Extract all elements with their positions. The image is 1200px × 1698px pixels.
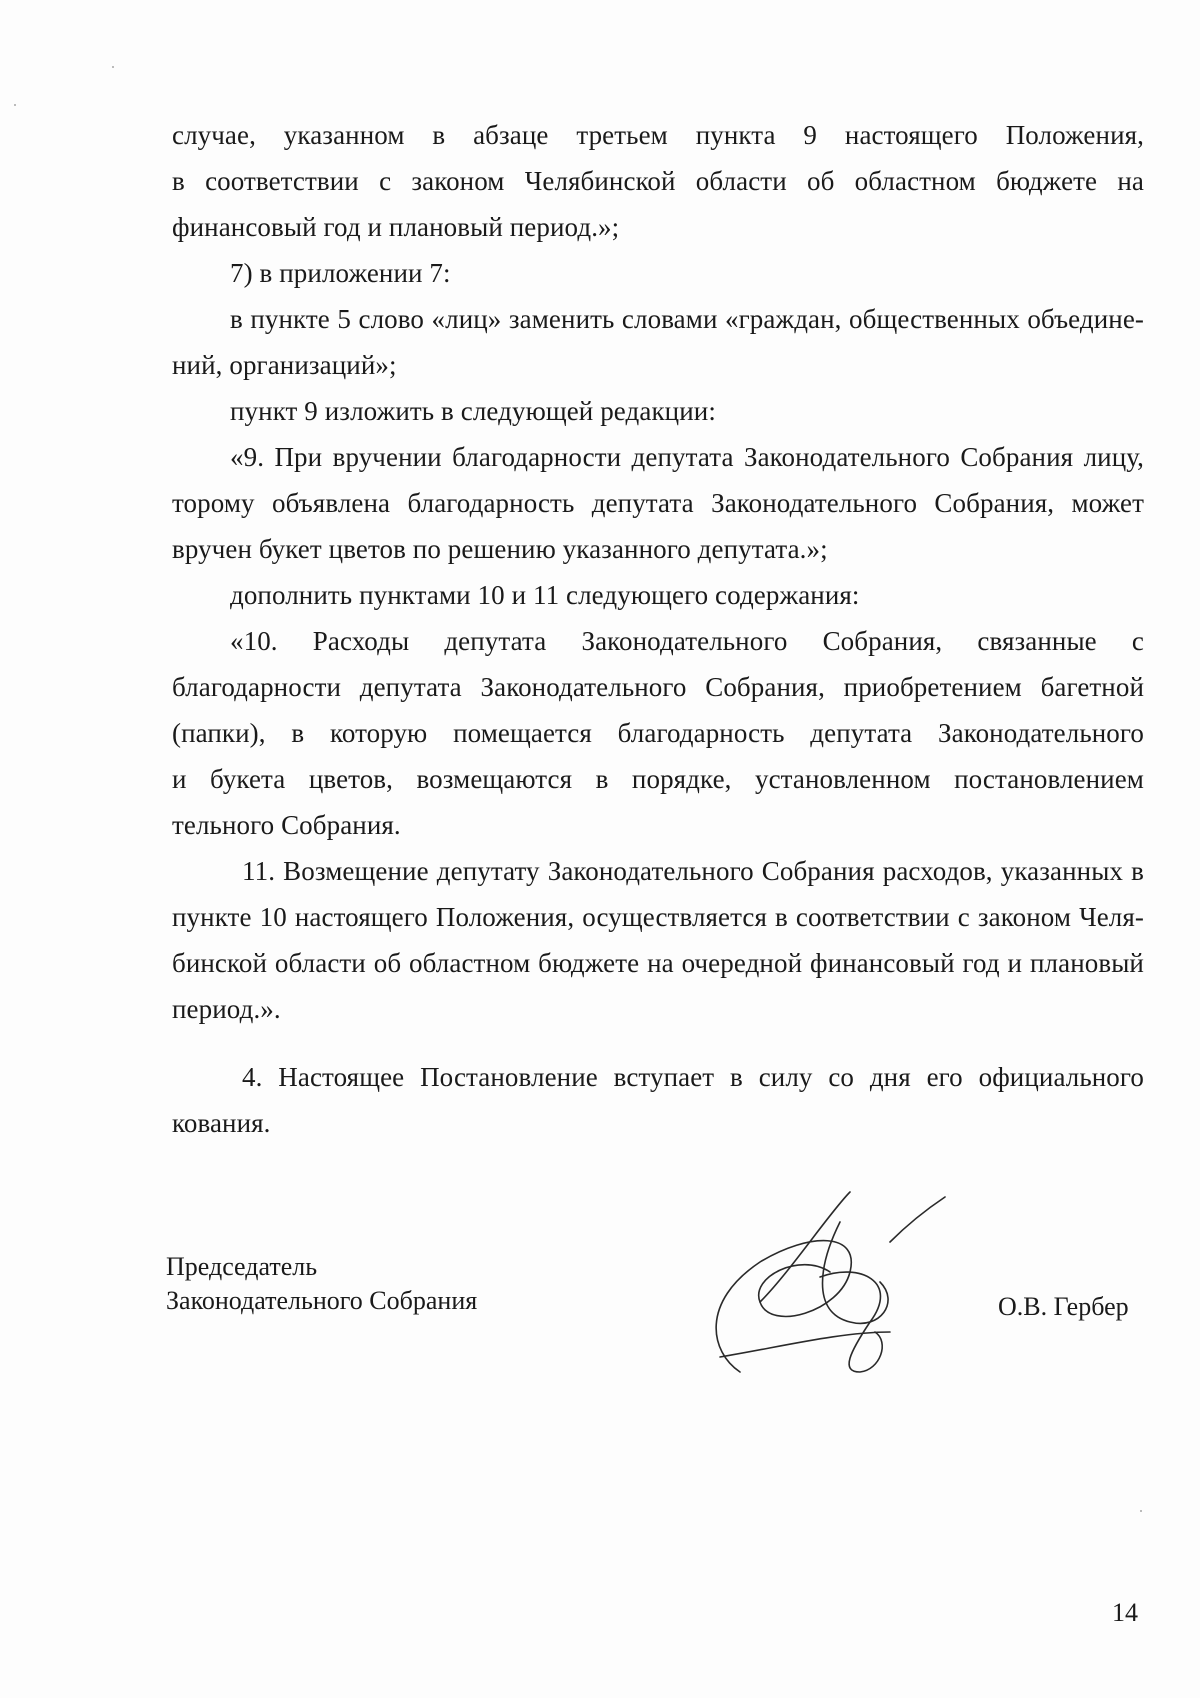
text-line: вручен букет цветов по решению указанного депутата.»; [172,534,828,564]
scan-speck [112,66,114,68]
text-line: 7) в приложении 7: [230,258,451,288]
text-line: в соответствии с законом Челябинской области об областном бюджете на [172,166,1144,196]
text-line: бинской области об областном бюджете на очередной финансовый год и плановый [172,948,1144,978]
text-line: «9. При вручении благодарности депутата Законодательного Собрания лицу, [230,442,1144,472]
text-line: (папки), в которую помещается благодарность депутата Законодательного [172,718,1144,748]
text-line: кования. [172,1108,271,1138]
text-line: ний, организаций»; [172,350,397,380]
document-body [172,112,1144,1146]
text-line: пункте 10 настоящего Положения, осуществляется в соответствии с законом Челя- [172,902,1144,932]
signer-title-line1: Председатель [166,1252,318,1281]
text-line: благодарности депутата Законодательного Собрания, приобретением багетной [172,672,1144,702]
scan-speck [1140,1510,1142,1512]
signer-title [166,1250,477,1318]
handwritten-signature [700,1182,980,1382]
text-line: 11. Возмещение депутату Законодательного Собрания расходов, указанных в [242,856,1144,886]
text-line: финансовый год и плановый период.»; [172,212,620,242]
signer-name: О.В. Гербер [998,1292,1129,1321]
paragraph-gap [172,1032,1144,1054]
text-line: в пункте 5 слово «лиц» заменить словами «граждан, общественных объедине- [230,304,1144,334]
text-line: тельного Собрания. [172,810,401,840]
text-line: «10. Расходы депутата Законодательного Собрания, связанные с [230,626,1144,656]
text-line: пункт 9 изложить в следующей редакции: [230,396,716,426]
text-line: дополнить пунктами 10 и 11 следующего содержания: [230,580,860,610]
page-number: 14 [1112,1598,1138,1627]
text-line: период.». [172,994,281,1024]
text-line: случае, указанном в абзаце третьем пункта 9 настоящего Положения, [172,120,1144,150]
text-line: торому объявлена благодарность депутата Законодательного Собрания, может [172,488,1144,518]
scan-speck [14,104,16,106]
text-line: 4. Настоящее Постановление вступает в силу со дня его официального [242,1062,1144,1092]
signer-title-line2: Законодательного Собрания [166,1286,478,1315]
text-line: и букета цветов, возмещаются в порядке, установленном постановлением [172,764,1144,794]
